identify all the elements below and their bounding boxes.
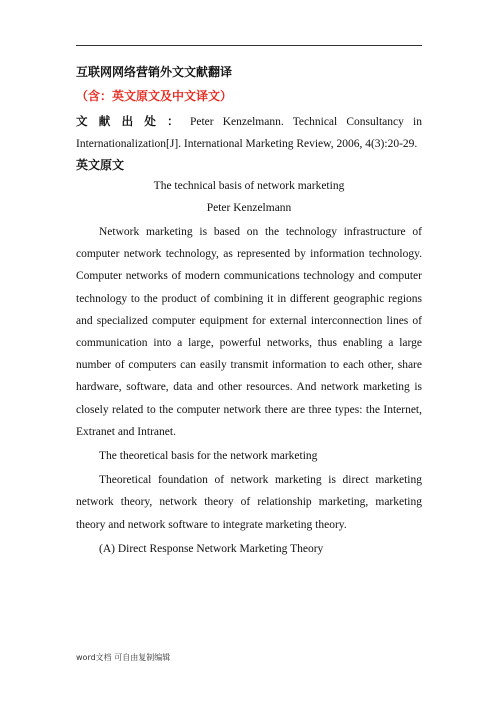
- document-body: [76, 62, 422, 560]
- source-text: Peter Kenzelmann. Technical Consultancy in Internationalization[J]. International Marketing Review, 2006, 4(3):20-29.: [76, 116, 422, 150]
- section-label: 英文原文: [76, 158, 125, 172]
- article-author: Peter Kenzelmann: [206, 202, 292, 214]
- paragraph: Network marketing is based on the technology infrastructure of computer network technology, as represented by information technology. Computer networks of modern communications technology and computer technology to the product of combining it in different geographic regions and specialized computer equipment for external interconnection lines of communication into a large, powerful networks, thus enabling a large number of computers can easily transmit information to each other, share hardware, software, data and other resources. And network marketing is closely related to the computer network there are three types: the Internet, Extranet and Intranet.: [76, 226, 422, 438]
- paragraph: (A) Direct Response Network Marketing Theory: [99, 542, 324, 555]
- source-citation: [76, 112, 422, 155]
- article-title: The technical basis of network marketing: [153, 180, 345, 192]
- paragraph: Theoretical foundation of network marketing is direct marketing network theory, network theory of relationship marketing, marketing theory and network software to integrate marketing theory.: [76, 474, 422, 531]
- document-subtitle: （含：英文原文及中文译文）: [76, 89, 233, 103]
- header-rule: [76, 45, 422, 46]
- paragraph: The theoretical basis for the network marketing: [99, 450, 318, 463]
- document-title: 互联网网络营销外文文献翻译: [76, 65, 233, 79]
- page-footer: word文档 可自由复制编辑: [76, 653, 171, 662]
- source-label: 文献出处：: [76, 116, 190, 128]
